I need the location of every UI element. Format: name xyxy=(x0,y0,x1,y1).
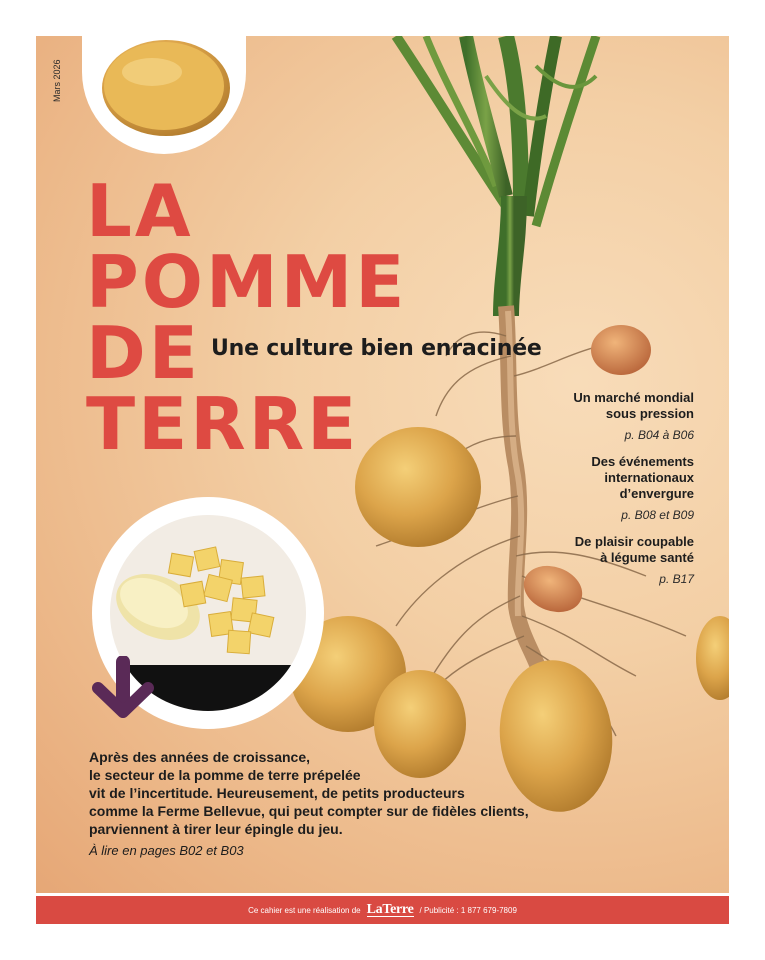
subtitle: Une culture bien enracinée xyxy=(211,336,542,361)
toc-item-pages: p. B08 et B09 xyxy=(621,508,694,522)
toc-item[interactable] xyxy=(474,454,694,522)
toc-item-title: De plaisir coupable à légume santé xyxy=(574,534,694,565)
cover-page xyxy=(36,36,729,893)
main-headline xyxy=(86,169,408,466)
footer-suffix: / Publicité : 1 877 679-7809 xyxy=(419,905,517,915)
intro-line: le secteur de la pomme de terre prépelée xyxy=(89,767,361,783)
read-more-link[interactable]: À lire en pages B02 et B03 xyxy=(89,843,244,858)
footer-prefix: Ce cahier est une réalisation de xyxy=(248,905,361,915)
intro-paragraph xyxy=(89,748,559,838)
arrow-down-icon xyxy=(90,656,156,722)
toc-item-pages: p. B17 xyxy=(659,572,694,586)
issue-date: Mars 2026 xyxy=(52,59,62,102)
headline-line-3: DE xyxy=(86,311,201,395)
table-of-contents xyxy=(474,390,694,598)
intro-line: Après des années de croissance, xyxy=(89,749,310,765)
intro-line: parviennent à tirer leur épingle du jeu. xyxy=(89,821,343,837)
headline-line-2: POMME xyxy=(86,240,408,324)
toc-item-title: Des événements internationaux d’envergure xyxy=(591,454,694,501)
footer-bar xyxy=(36,896,729,924)
top-potato-badge xyxy=(82,36,246,154)
toc-item-pages: p. B04 à B06 xyxy=(624,428,694,442)
toc-item-title: Un marché mondial sous pression xyxy=(573,390,694,421)
intro-line: vit de l’incertitude. Heureusement, de petits producteurs xyxy=(89,785,465,801)
intro-line: comme la Ferme Bellevue, qui peut compter sur de fidèles clients, xyxy=(89,803,529,819)
headline-line-4: TERRE xyxy=(86,382,360,466)
toc-item[interactable] xyxy=(474,390,694,442)
toc-item[interactable] xyxy=(474,534,694,586)
brand-logo[interactable]: LaTerre xyxy=(366,902,414,917)
headline-line-1: LA xyxy=(86,169,194,253)
